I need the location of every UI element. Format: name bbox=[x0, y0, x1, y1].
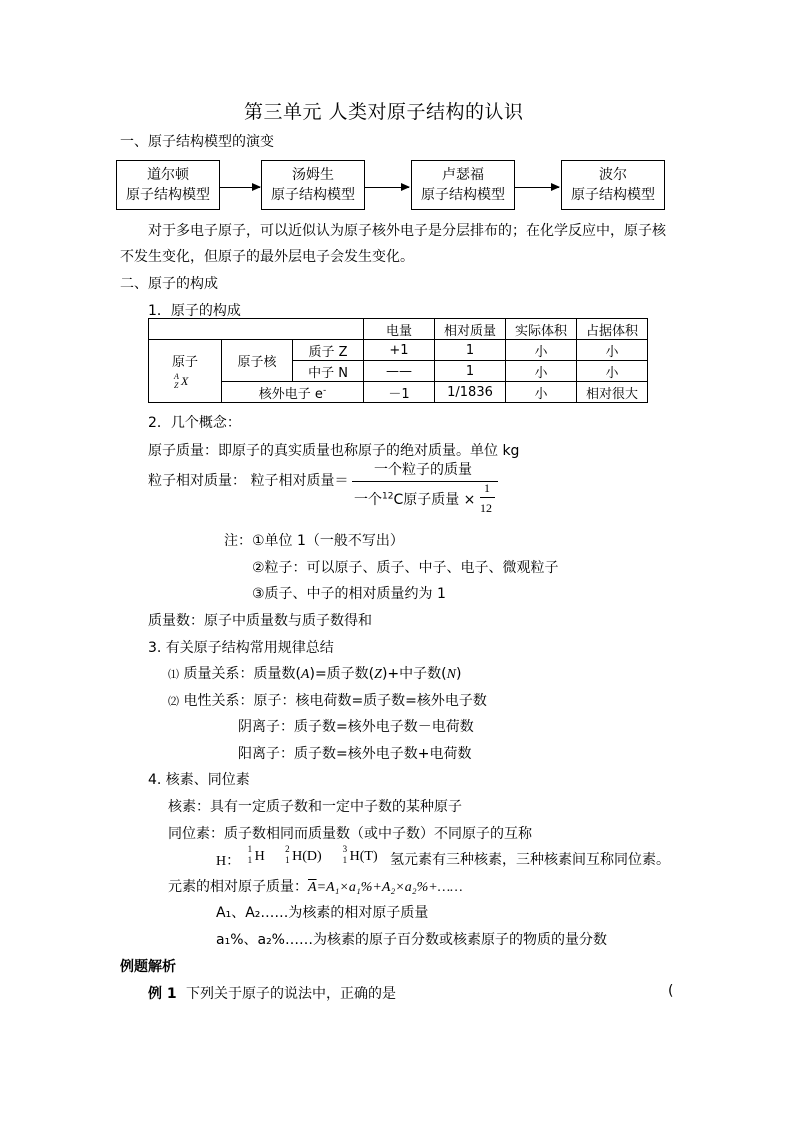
percent-description: a₁%、a₂%……为核素的原子百分数或核素原子的物质的量分数 bbox=[216, 932, 607, 948]
atom-symbol: X bbox=[181, 373, 189, 388]
small-fraction-num: 1 bbox=[484, 481, 490, 495]
paragraph-line2: 不发生变化，但原子的最外层电子会发生变化。 bbox=[120, 249, 414, 265]
cell-charge: －1 bbox=[364, 382, 435, 403]
model-name: 道尔顿 bbox=[147, 167, 189, 183]
fraction-numerator: 一个粒子的质量 bbox=[374, 462, 472, 478]
example-1-text: 下列关于原子的说法中，正确的是 bbox=[186, 986, 396, 1002]
hydrogen-isotopes: H： 1 1 H 2 1 H(D) 3 1 H(T) bbox=[216, 849, 391, 870]
relative-atomic-mass: 元素的相对原子质量：$\overline{A}=A_1\times a_1\%+A_2\times a_2\%+\dots\dots$ bbox=[168, 879, 463, 895]
examples-heading: 例题解析 bbox=[120, 959, 176, 975]
cell-charge: —— bbox=[364, 361, 435, 382]
arrow-icon bbox=[515, 187, 559, 188]
note-1: 注：①单位 1（一般不写出） bbox=[224, 533, 404, 549]
example-1-paren: ( bbox=[668, 983, 674, 999]
section1-heading: 一、原子结构模型的演变 bbox=[120, 134, 274, 150]
isotope-deuterium: 2 1 H(D) bbox=[285, 844, 322, 865]
cell-actual: 小 bbox=[506, 361, 577, 382]
table-header: 占据体积 bbox=[577, 319, 648, 340]
mass-number-def: 质量数：原子中质量数与质子数得和 bbox=[148, 613, 372, 629]
fraction-denominator: 一个$^{12}$C原子质量 × bbox=[354, 491, 476, 508]
atom-cell bbox=[149, 340, 222, 403]
fraction-bar bbox=[352, 481, 498, 482]
section2-heading: 二、原子的构成 bbox=[120, 276, 218, 292]
cell-mass: 1 bbox=[435, 361, 506, 382]
atom-label: 原子 bbox=[171, 354, 198, 370]
table-header: 相对质量 bbox=[435, 319, 506, 340]
isotope-protium: 1 1 H bbox=[247, 844, 265, 865]
cell-charge: +1 bbox=[364, 340, 435, 361]
rule-1: ⑴ 质量关系：质量数(A)=质子数(Z)+中子数(N) bbox=[168, 666, 462, 682]
small-fraction-den: 12 bbox=[480, 501, 492, 515]
model-label: 原子结构模型 bbox=[421, 187, 505, 203]
model-box-thomson bbox=[261, 160, 365, 210]
cell-actual: 小 bbox=[506, 382, 577, 403]
note-2: ②粒子：可以原子、质子、中子、电子、微观粒子 bbox=[252, 560, 559, 576]
a-description: A₁、A₂……为核素的相对原子质量 bbox=[216, 905, 429, 921]
atom-notation bbox=[170, 372, 200, 392]
atom-atomic-number: Z bbox=[174, 380, 179, 390]
table-header: 电量 bbox=[364, 319, 435, 340]
nucleus-cell: 原子核 bbox=[222, 340, 293, 382]
paragraph-line1: 对于多电子原子，可以近似认为原子核外电子是分层排布的；在化学反应中，原子核 bbox=[148, 223, 666, 239]
subheading-4: 4. 核素、同位素 bbox=[148, 772, 250, 788]
model-box-rutherford bbox=[411, 160, 515, 210]
rule-2: ⑵ 电性关系：原子：核电荷数=质子数=核外电子数 bbox=[168, 693, 487, 709]
model-label: 原子结构模型 bbox=[571, 187, 655, 203]
model-name: 汤姆生 bbox=[292, 167, 334, 183]
model-name: 卢瑟福 bbox=[442, 167, 484, 183]
model-box-dalton bbox=[116, 160, 220, 210]
relative-mass-label: 粒子相对质量： 粒子相对质量＝ bbox=[148, 473, 349, 489]
table-corner bbox=[149, 319, 364, 340]
cell-mass: 1 bbox=[435, 340, 506, 361]
a-bar: $\overline{A}$ bbox=[308, 880, 317, 895]
isotope-def: 同位素：质子数相同而质量数（或中子数）不同原子的互称 bbox=[168, 826, 532, 842]
atomic-mass-def: 原子质量：即原子的真实质量也称原子的绝对质量。单位 kg bbox=[148, 443, 520, 459]
example-1-label: 例 1 bbox=[148, 986, 177, 1002]
model-label: 原子结构模型 bbox=[126, 187, 210, 203]
model-box-bohr bbox=[561, 160, 665, 210]
nuclide-def: 核素：具有一定质子数和一定中子数的某种原子 bbox=[168, 799, 462, 815]
rule-2-anion: 阴离子：质子数=核外电子数－电荷数 bbox=[238, 719, 474, 735]
atom-structure-table bbox=[148, 318, 648, 403]
table-header: 实际体积 bbox=[506, 319, 577, 340]
small-fraction-bar bbox=[480, 497, 495, 498]
hydrogen-note: 氢元素有三种核素，三种核素间互称同位素。 bbox=[390, 852, 670, 868]
cell-occupy: 小 bbox=[577, 340, 648, 361]
subheading-2: 2．几个概念： bbox=[148, 415, 241, 431]
model-name: 波尔 bbox=[599, 167, 627, 183]
arrow-icon bbox=[365, 187, 409, 188]
subheading-3: 3. 有关原子结构常用规律总结 bbox=[148, 640, 334, 656]
relative-atomic-mass-formula: =A₁×a₁%+A₂×a₂%+…… bbox=[316, 880, 463, 895]
arrow-icon bbox=[220, 187, 260, 188]
atom-mass-number: A bbox=[174, 371, 179, 381]
cell-occupy: 相对很大 bbox=[577, 382, 648, 403]
particle-name: 质子 Z bbox=[293, 340, 364, 361]
particle-name-electron: 核外电子 e- bbox=[222, 382, 364, 403]
rule-2-cation: 阳离子：质子数=核外电子数+电荷数 bbox=[238, 746, 472, 762]
cell-mass: 1/1836 bbox=[435, 382, 506, 403]
isotope-tritium: 3 1 H(T) bbox=[342, 844, 378, 865]
page-title: 第三单元 人类对原子结构的认识 bbox=[244, 101, 524, 123]
note-3: ③质子、中子的相对质量约为 1 bbox=[252, 586, 446, 602]
subheading-1: 1．原子的构成 bbox=[148, 303, 241, 319]
cell-occupy: 小 bbox=[577, 361, 648, 382]
particle-name: 中子 N bbox=[293, 361, 364, 382]
cell-actual: 小 bbox=[506, 340, 577, 361]
model-label: 原子结构模型 bbox=[271, 187, 355, 203]
